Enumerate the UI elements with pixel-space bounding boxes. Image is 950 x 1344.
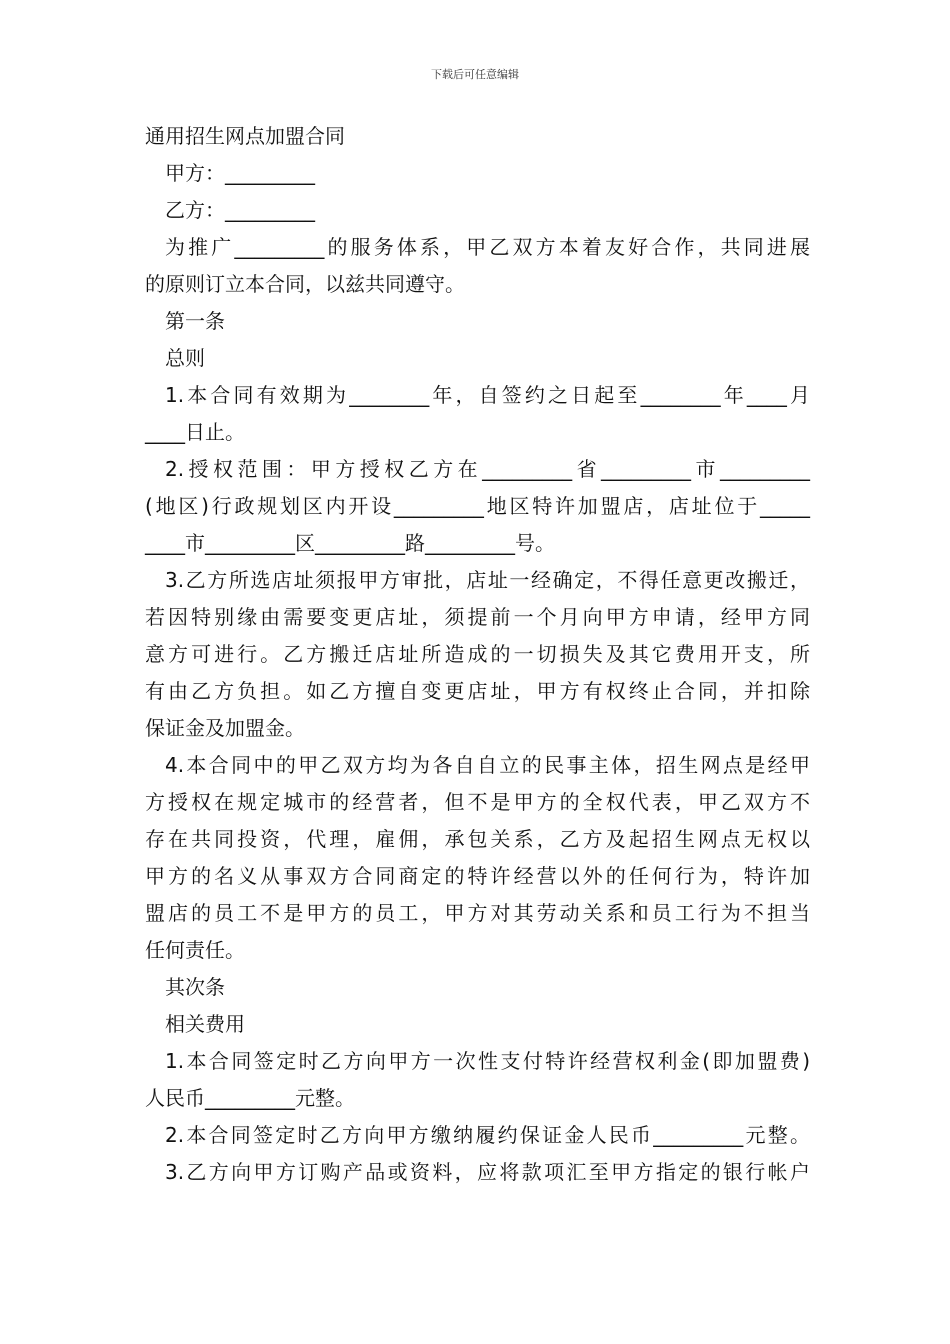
document-line: (地区)行政规划区内开设_________地区特许加盟店，店址位于_____ <box>145 494 810 518</box>
document-line: 2.授权范围：甲方授权乙方在_________省_________市_________ <box>165 457 810 481</box>
document-line: 3.乙方向甲方订购产品或资料，应将款项汇至甲方指定的银行帐户 <box>165 1160 810 1184</box>
document-line: 若因特别缘由需要变更店址，须提前一个月向甲方申请，经甲方同 <box>145 605 810 629</box>
document-line: 任何责任。 <box>145 938 245 962</box>
document-line: 乙方：_________ <box>165 198 315 222</box>
document-line: 总则 <box>165 346 205 370</box>
document-line: 2.本合同签定时乙方向甲方缴纳履约保证金人民币_________元整。 <box>165 1123 810 1147</box>
document-line: 有由乙方负担。如乙方擅自变更店址，甲方有权终止合同，并扣除 <box>145 679 810 703</box>
document-line: 第一条 <box>165 309 225 333</box>
document-line: 4.本合同中的甲乙双方均为各自自立的民事主体，招生网点是经甲 <box>165 753 810 777</box>
document-line: 的原则订立本合同，以兹共同遵守。 <box>145 272 465 296</box>
document-line: 甲方的名义从事双方合同商定的特许经营以外的任何行为，特许加 <box>145 864 810 888</box>
document-line: 其次条 <box>165 975 225 999</box>
document-title: 通用招生网点加盟合同 <box>145 124 345 148</box>
page-header-note: 下载后可任意编辑 <box>431 68 519 81</box>
document-line: 相关费用 <box>165 1012 245 1036</box>
document-line: 盟店的员工不是甲方的员工，甲方对其劳动关系和员工行为不担当 <box>145 901 810 925</box>
document-line: 为推广_________的服务体系，甲乙双方本着友好合作，共同进展 <box>165 235 810 259</box>
document-line: 保证金及加盟金。 <box>145 716 305 740</box>
document-line: ____市_________区_________路_________号。 <box>145 531 555 555</box>
document-line: 方授权在规定城市的经营者，但不是甲方的全权代表，甲乙双方不 <box>145 790 810 814</box>
document-line: 人民币_________元整。 <box>145 1086 355 1110</box>
document-body <box>145 118 810 1191</box>
document-line: 甲方：_________ <box>165 161 315 185</box>
document-line: ____日止。 <box>145 420 245 444</box>
document-line: 存在共同投资，代理，雇佣，承包关系，乙方及起招生网点无权以 <box>145 827 810 851</box>
document-line: 1.本合同签定时乙方向甲方一次性支付特许经营权利金(即加盟费) <box>165 1049 810 1073</box>
document-line: 3.乙方所选店址须报甲方审批，店址一经确定，不得任意更改搬迁， <box>165 568 810 592</box>
document-line: 意方可进行。乙方搬迁店址所造成的一切损失及其它费用开支，所 <box>145 642 810 666</box>
document-line: 1.本合同有效期为________年，自签约之日起至________年____月 <box>165 383 810 407</box>
